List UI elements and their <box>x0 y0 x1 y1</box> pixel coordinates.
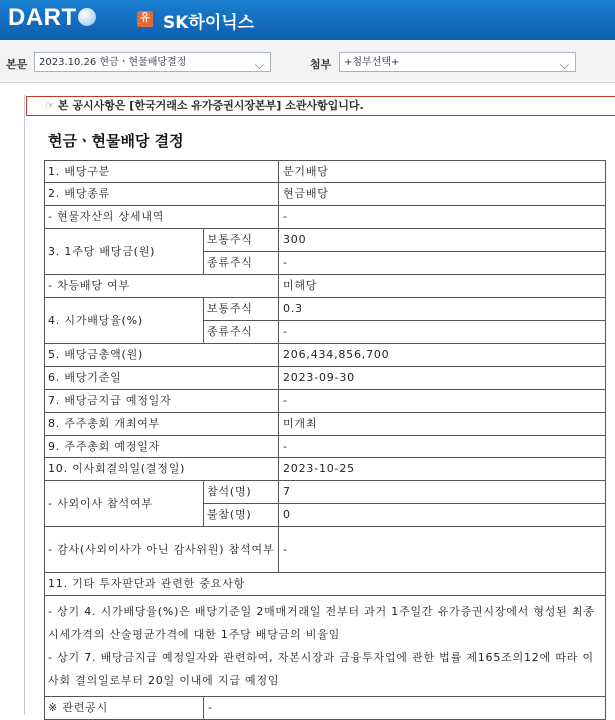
document-title: 현금ㆍ현물배당 결정 <box>48 132 184 150</box>
row-value: 0.3 <box>279 298 606 321</box>
row-label: 8. 주주총회 개최여부 <box>45 413 279 436</box>
row-label: - 차등배당 여부 <box>45 275 279 298</box>
row-value: - <box>279 206 606 229</box>
dart-logo[interactable]: DART <box>8 4 96 32</box>
table-row <box>45 573 606 596</box>
row-label: - 감사(사외이사가 아닌 감사위원) 참석여부 <box>45 527 279 573</box>
remarks-cell <box>45 596 606 697</box>
row-label: 10. 이사회결의일(결정일) <box>45 458 279 481</box>
notice-text: 본 공시사항은 [한국거래소 유가증권시장본부] 소관사항입니다. <box>57 99 364 112</box>
sub-label: 보통주식 <box>204 229 279 252</box>
row-value: - <box>279 321 606 344</box>
chevron-down-icon: ⌵ <box>559 58 569 72</box>
table-row <box>45 458 606 481</box>
row-value: - <box>279 390 606 413</box>
body-select[interactable]: 2023.10.26 현금ㆍ현물배당결정 ⌵ <box>34 52 271 72</box>
row-value: - <box>279 436 606 458</box>
sub-label: 불참(명) <box>204 504 279 527</box>
table-row <box>45 436 606 458</box>
document-toolbar <box>0 40 615 83</box>
table-row <box>45 390 606 413</box>
attachment-select[interactable]: +첨부선택+ ⌵ <box>339 52 576 72</box>
sub-label: 종류주식 <box>204 252 279 275</box>
row-value: 206,434,856,700 <box>279 344 606 367</box>
remark-text: - 상기 7. 배당금지급 예정일자와 관련하여, 자본시장과 금융투자업에 관한 법률 제165조의12에 따라 이사회 결의일로부터 20일 이내에 지급 예정임 <box>48 651 594 687</box>
table-row <box>45 527 606 573</box>
row-value: 미개최 <box>279 413 606 436</box>
row-label: 2. 배당종류 <box>45 183 279 206</box>
row-value: 분기배당 <box>279 161 606 183</box>
app-header <box>0 0 615 40</box>
body-label: 본문 <box>6 58 28 71</box>
company-name: SK하이닉스 <box>163 13 255 33</box>
table-row <box>45 596 606 697</box>
row-label: 5. 배당금총액(원) <box>45 344 279 367</box>
row-value: 0 <box>279 504 606 527</box>
sub-label: 참석(명) <box>204 481 279 504</box>
table-row <box>45 367 606 390</box>
row-label: ※ 관련공시 <box>45 697 204 720</box>
disclosure-table <box>44 160 606 720</box>
row-label: - 현물자산의 상세내역 <box>45 206 279 229</box>
row-label: 7. 배당금지급 예정일자 <box>45 390 279 413</box>
attachment-label: 첨부 <box>310 58 332 71</box>
row-value: 300 <box>279 229 606 252</box>
row-value: - <box>279 252 606 275</box>
row-value: 7 <box>279 481 606 504</box>
row-value: - <box>204 697 606 720</box>
row-label: 6. 배당기준일 <box>45 367 279 390</box>
row-value: 2023-09-30 <box>279 367 606 390</box>
row-label: 3. 1주당 배당금(원) <box>45 229 204 275</box>
pointing-hand-icon: ☞ <box>45 99 55 112</box>
table-row <box>45 344 606 367</box>
globe-icon <box>78 8 96 26</box>
table-row <box>45 298 606 321</box>
sub-label: 보통주식 <box>204 298 279 321</box>
row-label: 1. 배당구분 <box>45 161 279 183</box>
row-value: 현금배당 <box>279 183 606 206</box>
market-badge: 유 <box>137 11 153 27</box>
section-heading: 11. 기타 투자판단과 관련한 중요사항 <box>45 573 606 596</box>
table-row <box>45 697 606 720</box>
table-row <box>45 206 606 229</box>
chevron-down-icon: ⌵ <box>254 58 264 72</box>
row-label: 4. 시가배당율(%) <box>45 298 204 344</box>
row-value: 미해당 <box>279 275 606 298</box>
row-label: - 사외이사 참석여부 <box>45 481 204 527</box>
table-row <box>45 229 606 252</box>
remark-text: - 상기 4. 시가배당율(%)은 배당기준일 2매매거래일 전부터 과거 1주일간 유가증권시장에서 형성된 최종 시세가격의 산술평균가격에 대한 1주당 배당금의 비율임 <box>48 605 595 641</box>
notice-banner <box>26 96 615 116</box>
sub-label: 종류주식 <box>204 321 279 344</box>
table-row <box>45 413 606 436</box>
table-row <box>45 275 606 298</box>
row-value: - <box>279 527 606 573</box>
table-row <box>45 161 606 183</box>
row-value: 2023-10-25 <box>279 458 606 481</box>
table-row <box>45 183 606 206</box>
table-row <box>45 481 606 504</box>
row-label: 9. 주주총회 예정일자 <box>45 436 279 458</box>
